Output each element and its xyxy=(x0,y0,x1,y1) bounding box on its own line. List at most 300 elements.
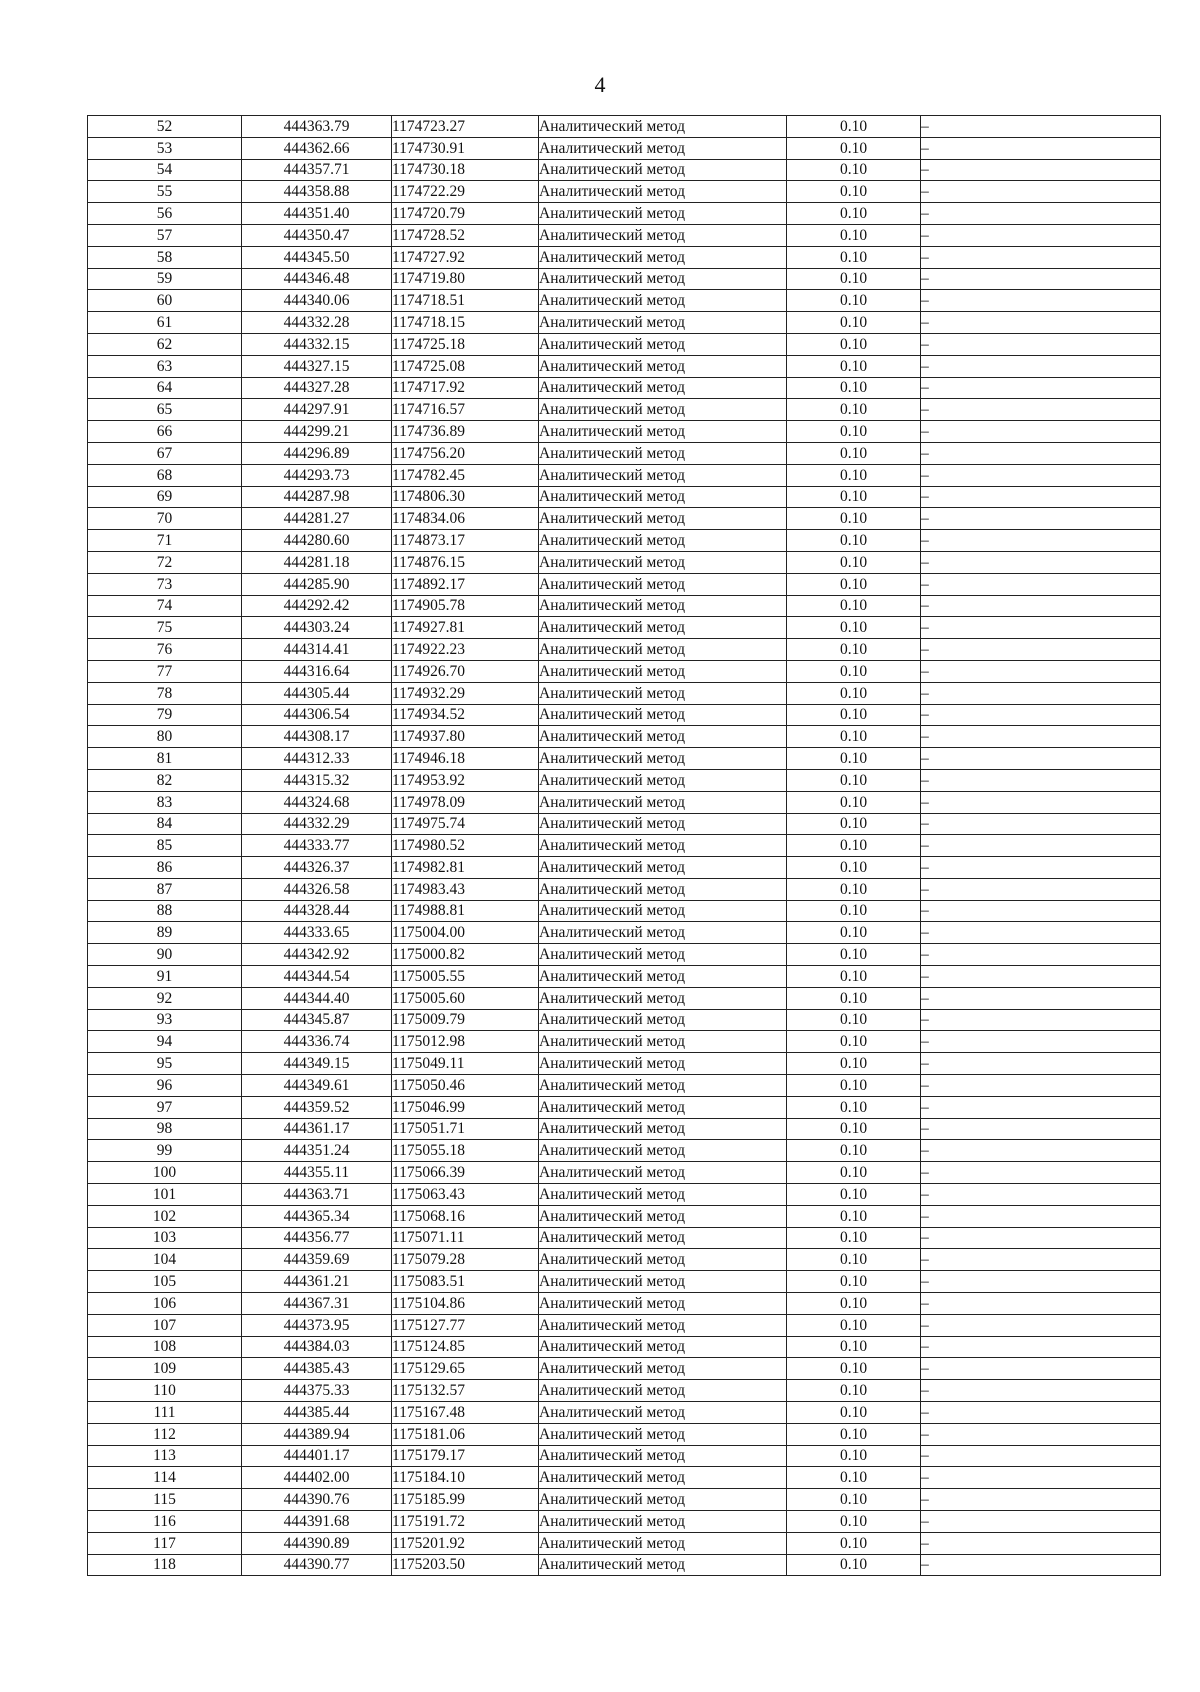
x-coordinate-cell: 444373.95 xyxy=(242,1314,392,1336)
note-cell: – xyxy=(921,900,1161,922)
note-cell: – xyxy=(921,268,1161,290)
precision-cell: 0.10 xyxy=(787,944,921,966)
point-number-cell: 103 xyxy=(88,1227,242,1249)
x-coordinate-cell: 444308.17 xyxy=(242,726,392,748)
y-coordinate-cell: 1175184.10 xyxy=(392,1467,539,1489)
precision-cell: 0.10 xyxy=(787,835,921,857)
x-coordinate-cell: 444359.52 xyxy=(242,1096,392,1118)
x-coordinate-cell: 444385.43 xyxy=(242,1358,392,1380)
table-row xyxy=(88,333,1161,355)
note-cell: – xyxy=(921,333,1161,355)
x-coordinate-cell: 444391.68 xyxy=(242,1511,392,1533)
point-number-cell: 85 xyxy=(88,835,242,857)
point-number-cell: 106 xyxy=(88,1293,242,1315)
y-coordinate-cell: 1174719.80 xyxy=(392,268,539,290)
point-number-cell: 114 xyxy=(88,1467,242,1489)
table-row xyxy=(88,1009,1161,1031)
method-cell: Аналитический метод xyxy=(539,290,787,312)
point-number-cell: 79 xyxy=(88,704,242,726)
point-number-cell: 57 xyxy=(88,224,242,246)
x-coordinate-cell: 444333.77 xyxy=(242,835,392,857)
point-number-cell: 107 xyxy=(88,1314,242,1336)
method-cell: Аналитический метод xyxy=(539,595,787,617)
x-coordinate-cell: 444384.03 xyxy=(242,1336,392,1358)
point-number-cell: 105 xyxy=(88,1271,242,1293)
precision-cell: 0.10 xyxy=(787,595,921,617)
y-coordinate-cell: 1174980.52 xyxy=(392,835,539,857)
point-number-cell: 110 xyxy=(88,1380,242,1402)
precision-cell: 0.10 xyxy=(787,1489,921,1511)
x-coordinate-cell: 444296.89 xyxy=(242,442,392,464)
y-coordinate-cell: 1174926.70 xyxy=(392,660,539,682)
note-cell: – xyxy=(921,203,1161,225)
point-number-cell: 102 xyxy=(88,1205,242,1227)
precision-cell: 0.10 xyxy=(787,1118,921,1140)
table-row xyxy=(88,944,1161,966)
point-number-cell: 63 xyxy=(88,355,242,377)
x-coordinate-cell: 444344.54 xyxy=(242,966,392,988)
method-cell: Аналитический метод xyxy=(539,137,787,159)
method-cell: Аналитический метод xyxy=(539,377,787,399)
table-row xyxy=(88,486,1161,508)
x-coordinate-cell: 444344.40 xyxy=(242,987,392,1009)
note-cell: – xyxy=(921,1293,1161,1315)
method-cell: Аналитический метод xyxy=(539,1053,787,1075)
method-cell: Аналитический метод xyxy=(539,1358,787,1380)
table-row xyxy=(88,1511,1161,1533)
x-coordinate-cell: 444340.06 xyxy=(242,290,392,312)
method-cell: Аналитический метод xyxy=(539,1075,787,1097)
precision-cell: 0.10 xyxy=(787,660,921,682)
point-number-cell: 77 xyxy=(88,660,242,682)
y-coordinate-cell: 1175009.79 xyxy=(392,1009,539,1031)
y-coordinate-cell: 1174927.81 xyxy=(392,617,539,639)
precision-cell: 0.10 xyxy=(787,1227,921,1249)
point-number-cell: 60 xyxy=(88,290,242,312)
x-coordinate-cell: 444361.21 xyxy=(242,1271,392,1293)
precision-cell: 0.10 xyxy=(787,399,921,421)
point-number-cell: 66 xyxy=(88,421,242,443)
x-coordinate-cell: 444280.60 xyxy=(242,530,392,552)
x-coordinate-cell: 444281.27 xyxy=(242,508,392,530)
table-row xyxy=(88,224,1161,246)
method-cell: Аналитический метод xyxy=(539,355,787,377)
precision-cell: 0.10 xyxy=(787,530,921,552)
note-cell: – xyxy=(921,922,1161,944)
method-cell: Аналитический метод xyxy=(539,835,787,857)
y-coordinate-cell: 1174736.89 xyxy=(392,421,539,443)
point-number-cell: 91 xyxy=(88,966,242,988)
y-coordinate-cell: 1174730.91 xyxy=(392,137,539,159)
note-cell: – xyxy=(921,290,1161,312)
y-coordinate-cell: 1174728.52 xyxy=(392,224,539,246)
y-coordinate-cell: 1174932.29 xyxy=(392,682,539,704)
precision-cell: 0.10 xyxy=(787,508,921,530)
precision-cell: 0.10 xyxy=(787,1249,921,1271)
table-row xyxy=(88,1293,1161,1315)
x-coordinate-cell: 444367.31 xyxy=(242,1293,392,1315)
precision-cell: 0.10 xyxy=(787,1467,921,1489)
point-number-cell: 81 xyxy=(88,748,242,770)
table-row xyxy=(88,421,1161,443)
precision-cell: 0.10 xyxy=(787,1380,921,1402)
point-number-cell: 118 xyxy=(88,1554,242,1576)
table-row xyxy=(88,1380,1161,1402)
table-row xyxy=(88,835,1161,857)
note-cell: – xyxy=(921,1162,1161,1184)
table-row xyxy=(88,551,1161,573)
point-number-cell: 72 xyxy=(88,551,242,573)
x-coordinate-cell: 444306.54 xyxy=(242,704,392,726)
precision-cell: 0.10 xyxy=(787,791,921,813)
precision-cell: 0.10 xyxy=(787,748,921,770)
x-coordinate-cell: 444332.29 xyxy=(242,813,392,835)
method-cell: Аналитический метод xyxy=(539,1445,787,1467)
y-coordinate-cell: 1174988.81 xyxy=(392,900,539,922)
precision-cell: 0.10 xyxy=(787,1314,921,1336)
method-cell: Аналитический метод xyxy=(539,1009,787,1031)
table-row xyxy=(88,573,1161,595)
table-row xyxy=(88,268,1161,290)
note-cell: – xyxy=(921,1532,1161,1554)
point-number-cell: 71 xyxy=(88,530,242,552)
x-coordinate-cell: 444363.71 xyxy=(242,1184,392,1206)
point-number-cell: 54 xyxy=(88,159,242,181)
x-coordinate-cell: 444375.33 xyxy=(242,1380,392,1402)
note-cell: – xyxy=(921,508,1161,530)
x-coordinate-cell: 444287.98 xyxy=(242,486,392,508)
method-cell: Аналитический метод xyxy=(539,268,787,290)
method-cell: Аналитический метод xyxy=(539,1380,787,1402)
method-cell: Аналитический метод xyxy=(539,857,787,879)
point-number-cell: 78 xyxy=(88,682,242,704)
x-coordinate-cell: 444299.21 xyxy=(242,421,392,443)
y-coordinate-cell: 1175004.00 xyxy=(392,922,539,944)
note-cell: – xyxy=(921,617,1161,639)
method-cell: Аналитический метод xyxy=(539,704,787,726)
point-number-cell: 52 xyxy=(88,116,242,138)
point-number-cell: 98 xyxy=(88,1118,242,1140)
note-cell: – xyxy=(921,486,1161,508)
precision-cell: 0.10 xyxy=(787,900,921,922)
point-number-cell: 84 xyxy=(88,813,242,835)
table-row xyxy=(88,1096,1161,1118)
y-coordinate-cell: 1174727.92 xyxy=(392,246,539,268)
table-row xyxy=(88,530,1161,552)
y-coordinate-cell: 1175012.98 xyxy=(392,1031,539,1053)
method-cell: Аналитический метод xyxy=(539,1336,787,1358)
table-row xyxy=(88,704,1161,726)
method-cell: Аналитический метод xyxy=(539,399,787,421)
y-coordinate-cell: 1174873.17 xyxy=(392,530,539,552)
note-cell: – xyxy=(921,987,1161,1009)
y-coordinate-cell: 1175068.16 xyxy=(392,1205,539,1227)
y-coordinate-cell: 1175063.43 xyxy=(392,1184,539,1206)
point-number-cell: 68 xyxy=(88,464,242,486)
method-cell: Аналитический метод xyxy=(539,617,787,639)
method-cell: Аналитический метод xyxy=(539,1031,787,1053)
table-row xyxy=(88,399,1161,421)
point-number-cell: 64 xyxy=(88,377,242,399)
x-coordinate-cell: 444357.71 xyxy=(242,159,392,181)
x-coordinate-cell: 444390.76 xyxy=(242,1489,392,1511)
method-cell: Аналитический метод xyxy=(539,1249,787,1271)
table-row xyxy=(88,1162,1161,1184)
precision-cell: 0.10 xyxy=(787,181,921,203)
table-row xyxy=(88,878,1161,900)
table-row xyxy=(88,137,1161,159)
table-row xyxy=(88,312,1161,334)
note-cell: – xyxy=(921,1053,1161,1075)
y-coordinate-cell: 1175051.71 xyxy=(392,1118,539,1140)
y-coordinate-cell: 1174978.09 xyxy=(392,791,539,813)
note-cell: – xyxy=(921,573,1161,595)
y-coordinate-cell: 1175129.65 xyxy=(392,1358,539,1380)
method-cell: Аналитический метод xyxy=(539,508,787,530)
note-cell: – xyxy=(921,1009,1161,1031)
x-coordinate-cell: 444281.18 xyxy=(242,551,392,573)
precision-cell: 0.10 xyxy=(787,726,921,748)
note-cell: – xyxy=(921,1489,1161,1511)
x-coordinate-cell: 444401.17 xyxy=(242,1445,392,1467)
method-cell: Аналитический метод xyxy=(539,421,787,443)
table-row xyxy=(88,1075,1161,1097)
method-cell: Аналитический метод xyxy=(539,181,787,203)
x-coordinate-cell: 444345.50 xyxy=(242,246,392,268)
point-number-cell: 56 xyxy=(88,203,242,225)
y-coordinate-cell: 1174725.08 xyxy=(392,355,539,377)
y-coordinate-cell: 1174782.45 xyxy=(392,464,539,486)
y-coordinate-cell: 1175071.11 xyxy=(392,1227,539,1249)
note-cell: – xyxy=(921,1445,1161,1467)
table-row xyxy=(88,181,1161,203)
note-cell: – xyxy=(921,1402,1161,1424)
method-cell: Аналитический метод xyxy=(539,224,787,246)
method-cell: Аналитический метод xyxy=(539,1489,787,1511)
table-row xyxy=(88,1184,1161,1206)
method-cell: Аналитический метод xyxy=(539,682,787,704)
note-cell: – xyxy=(921,421,1161,443)
table-row xyxy=(88,791,1161,813)
precision-cell: 0.10 xyxy=(787,682,921,704)
method-cell: Аналитический метод xyxy=(539,791,787,813)
method-cell: Аналитический метод xyxy=(539,573,787,595)
table-row xyxy=(88,1118,1161,1140)
precision-cell: 0.10 xyxy=(787,116,921,138)
note-cell: – xyxy=(921,1358,1161,1380)
note-cell: – xyxy=(921,857,1161,879)
table-row xyxy=(88,1249,1161,1271)
x-coordinate-cell: 444328.44 xyxy=(242,900,392,922)
note-cell: – xyxy=(921,639,1161,661)
note-cell: – xyxy=(921,966,1161,988)
point-number-cell: 104 xyxy=(88,1249,242,1271)
method-cell: Аналитический метод xyxy=(539,660,787,682)
method-cell: Аналитический метод xyxy=(539,1293,787,1315)
note-cell: – xyxy=(921,246,1161,268)
method-cell: Аналитический метод xyxy=(539,1511,787,1533)
point-number-cell: 112 xyxy=(88,1423,242,1445)
precision-cell: 0.10 xyxy=(787,486,921,508)
point-number-cell: 65 xyxy=(88,399,242,421)
table-row xyxy=(88,1532,1161,1554)
note-cell: – xyxy=(921,1467,1161,1489)
table-row xyxy=(88,159,1161,181)
table-row xyxy=(88,1445,1161,1467)
method-cell: Аналитический метод xyxy=(539,878,787,900)
x-coordinate-cell: 444361.17 xyxy=(242,1118,392,1140)
method-cell: Аналитический метод xyxy=(539,966,787,988)
precision-cell: 0.10 xyxy=(787,1271,921,1293)
note-cell: – xyxy=(921,813,1161,835)
table-row xyxy=(88,748,1161,770)
table-row xyxy=(88,377,1161,399)
point-number-cell: 83 xyxy=(88,791,242,813)
precision-cell: 0.10 xyxy=(787,1053,921,1075)
table-row xyxy=(88,1467,1161,1489)
table-row xyxy=(88,1271,1161,1293)
point-number-cell: 115 xyxy=(88,1489,242,1511)
y-coordinate-cell: 1174922.23 xyxy=(392,639,539,661)
note-cell: – xyxy=(921,1314,1161,1336)
note-cell: – xyxy=(921,878,1161,900)
x-coordinate-cell: 444285.90 xyxy=(242,573,392,595)
note-cell: – xyxy=(921,312,1161,334)
note-cell: – xyxy=(921,682,1161,704)
note-cell: – xyxy=(921,1249,1161,1271)
note-cell: – xyxy=(921,660,1161,682)
precision-cell: 0.10 xyxy=(787,1162,921,1184)
method-cell: Аналитический метод xyxy=(539,1227,787,1249)
y-coordinate-cell: 1175203.50 xyxy=(392,1554,539,1576)
method-cell: Аналитический метод xyxy=(539,442,787,464)
note-cell: – xyxy=(921,442,1161,464)
method-cell: Аналитический метод xyxy=(539,159,787,181)
precision-cell: 0.10 xyxy=(787,1511,921,1533)
y-coordinate-cell: 1174725.18 xyxy=(392,333,539,355)
y-coordinate-cell: 1174876.15 xyxy=(392,551,539,573)
x-coordinate-cell: 444297.91 xyxy=(242,399,392,421)
x-coordinate-cell: 444356.77 xyxy=(242,1227,392,1249)
point-number-cell: 90 xyxy=(88,944,242,966)
precision-cell: 0.10 xyxy=(787,573,921,595)
note-cell: – xyxy=(921,137,1161,159)
x-coordinate-cell: 444326.58 xyxy=(242,878,392,900)
method-cell: Аналитический метод xyxy=(539,1184,787,1206)
precision-cell: 0.10 xyxy=(787,1554,921,1576)
table-row xyxy=(88,726,1161,748)
precision-cell: 0.10 xyxy=(787,224,921,246)
method-cell: Аналитический метод xyxy=(539,1162,787,1184)
note-cell: – xyxy=(921,791,1161,813)
x-coordinate-cell: 444349.61 xyxy=(242,1075,392,1097)
note-cell: – xyxy=(921,1227,1161,1249)
point-number-cell: 101 xyxy=(88,1184,242,1206)
method-cell: Аналитический метод xyxy=(539,1554,787,1576)
y-coordinate-cell: 1175046.99 xyxy=(392,1096,539,1118)
note-cell: – xyxy=(921,551,1161,573)
note-cell: – xyxy=(921,944,1161,966)
y-coordinate-cell: 1174983.43 xyxy=(392,878,539,900)
precision-cell: 0.10 xyxy=(787,857,921,879)
table-row xyxy=(88,900,1161,922)
x-coordinate-cell: 444327.28 xyxy=(242,377,392,399)
x-coordinate-cell: 444333.65 xyxy=(242,922,392,944)
y-coordinate-cell: 1174723.27 xyxy=(392,116,539,138)
x-coordinate-cell: 444314.41 xyxy=(242,639,392,661)
x-coordinate-cell: 444350.47 xyxy=(242,224,392,246)
y-coordinate-cell: 1175104.86 xyxy=(392,1293,539,1315)
point-number-cell: 73 xyxy=(88,573,242,595)
note-cell: – xyxy=(921,595,1161,617)
y-coordinate-cell: 1174982.81 xyxy=(392,857,539,879)
note-cell: – xyxy=(921,1205,1161,1227)
x-coordinate-cell: 444327.15 xyxy=(242,355,392,377)
precision-cell: 0.10 xyxy=(787,333,921,355)
x-coordinate-cell: 444390.77 xyxy=(242,1554,392,1576)
precision-cell: 0.10 xyxy=(787,312,921,334)
table-row xyxy=(88,1140,1161,1162)
method-cell: Аналитический метод xyxy=(539,551,787,573)
method-cell: Аналитический метод xyxy=(539,900,787,922)
table-row xyxy=(88,1489,1161,1511)
precision-cell: 0.10 xyxy=(787,1140,921,1162)
y-coordinate-cell: 1175079.28 xyxy=(392,1249,539,1271)
y-coordinate-cell: 1175050.46 xyxy=(392,1075,539,1097)
y-coordinate-cell: 1174934.52 xyxy=(392,704,539,726)
x-coordinate-cell: 444346.48 xyxy=(242,268,392,290)
y-coordinate-cell: 1175083.51 xyxy=(392,1271,539,1293)
x-coordinate-cell: 444355.11 xyxy=(242,1162,392,1184)
method-cell: Аналитический метод xyxy=(539,530,787,552)
note-cell: – xyxy=(921,399,1161,421)
y-coordinate-cell: 1174722.29 xyxy=(392,181,539,203)
x-coordinate-cell: 444336.74 xyxy=(242,1031,392,1053)
method-cell: Аналитический метод xyxy=(539,116,787,138)
precision-cell: 0.10 xyxy=(787,704,921,726)
y-coordinate-cell: 1174716.57 xyxy=(392,399,539,421)
table-row xyxy=(88,769,1161,791)
precision-cell: 0.10 xyxy=(787,159,921,181)
point-number-cell: 53 xyxy=(88,137,242,159)
point-number-cell: 116 xyxy=(88,1511,242,1533)
table-row xyxy=(88,1053,1161,1075)
precision-cell: 0.10 xyxy=(787,1205,921,1227)
note-cell: – xyxy=(921,1096,1161,1118)
method-cell: Аналитический метод xyxy=(539,1423,787,1445)
method-cell: Аналитический метод xyxy=(539,1314,787,1336)
point-number-cell: 70 xyxy=(88,508,242,530)
point-number-cell: 95 xyxy=(88,1053,242,1075)
point-number-cell: 75 xyxy=(88,617,242,639)
method-cell: Аналитический метод xyxy=(539,486,787,508)
table-row xyxy=(88,290,1161,312)
note-cell: – xyxy=(921,704,1161,726)
method-cell: Аналитический метод xyxy=(539,726,787,748)
point-number-cell: 93 xyxy=(88,1009,242,1031)
y-coordinate-cell: 1175066.39 xyxy=(392,1162,539,1184)
y-coordinate-cell: 1175167.48 xyxy=(392,1402,539,1424)
precision-cell: 0.10 xyxy=(787,1184,921,1206)
precision-cell: 0.10 xyxy=(787,1293,921,1315)
precision-cell: 0.10 xyxy=(787,1445,921,1467)
table-row xyxy=(88,617,1161,639)
point-number-cell: 62 xyxy=(88,333,242,355)
y-coordinate-cell: 1175055.18 xyxy=(392,1140,539,1162)
table-row xyxy=(88,857,1161,879)
point-number-cell: 82 xyxy=(88,769,242,791)
y-coordinate-cell: 1174718.51 xyxy=(392,290,539,312)
